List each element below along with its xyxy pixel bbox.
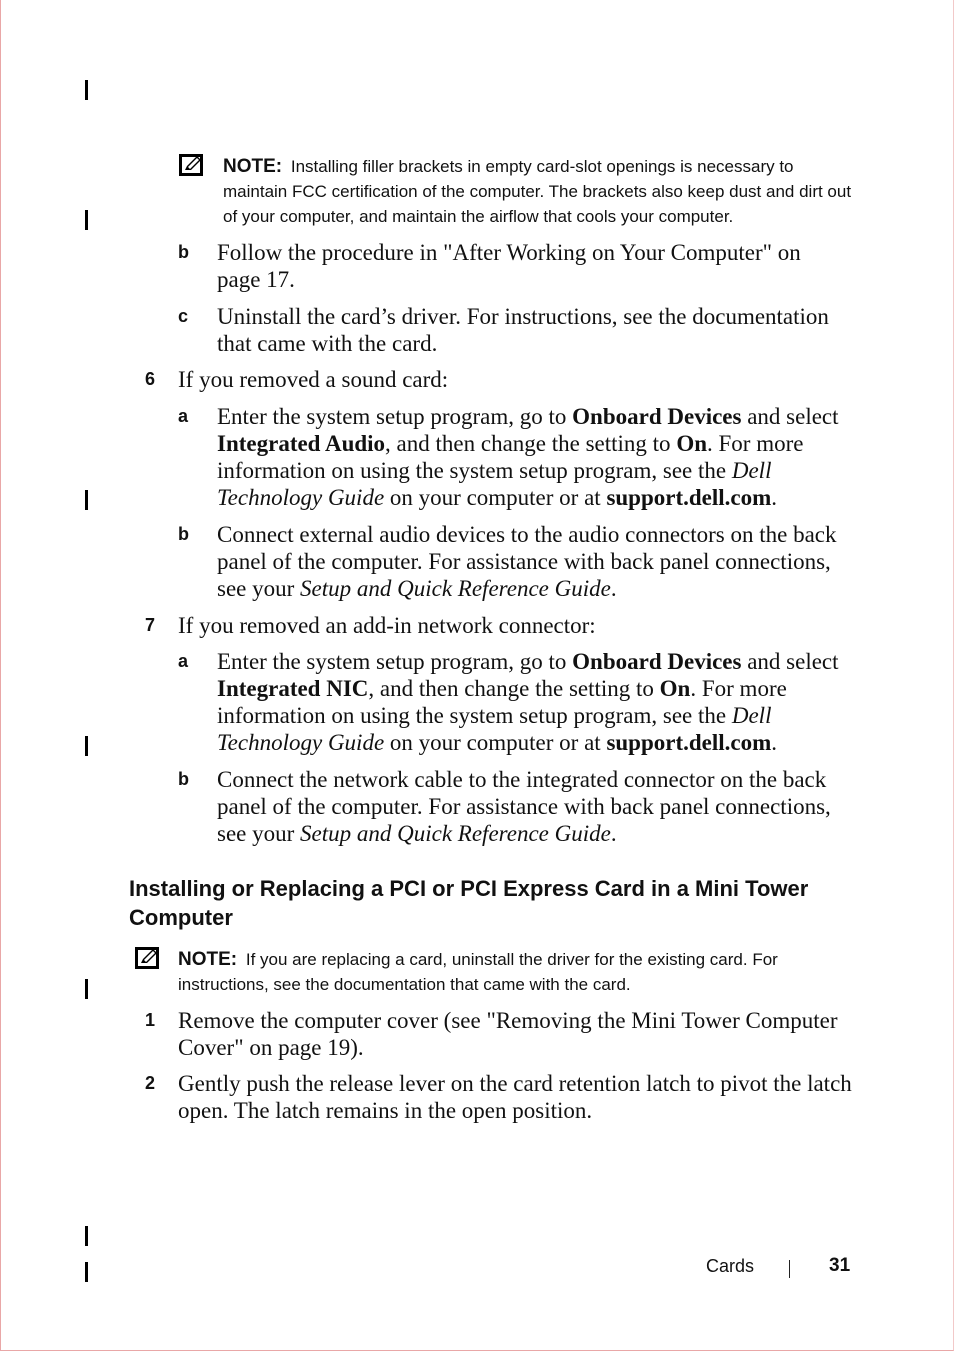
substep-marker: b bbox=[178, 242, 189, 262]
substep-marker: b bbox=[178, 769, 189, 789]
pencil-note-icon bbox=[178, 153, 204, 177]
substep-marker: a bbox=[178, 406, 189, 426]
setting-name: Integrated NIC bbox=[217, 676, 369, 701]
page-number: 31 bbox=[829, 1255, 851, 1276]
change-bar bbox=[85, 80, 88, 100]
menu-name: Onboard Devices bbox=[572, 649, 742, 674]
step-text: If you removed an add-in network connector: bbox=[178, 613, 596, 638]
step-text: Gently push the release lever on the card retention latch to pivot the latch open. The latch remains in the open position. bbox=[178, 1071, 852, 1123]
doc-title: Setup and Quick Reference Guide bbox=[300, 576, 611, 601]
substep-marker: a bbox=[178, 651, 189, 671]
support-link[interactable]: support.dell.com bbox=[606, 485, 772, 510]
pencil-note-icon bbox=[134, 946, 160, 970]
doc-title: Dell Technology Guide bbox=[217, 458, 772, 510]
note-text: If you are replacing a card, uninstall the driver for the existing card. For instructions, see the documentation that came with the card. bbox=[178, 950, 778, 994]
substep-text: Connect the network cable to the integrated connector on the back panel of the computer. For assistance with back panel connections, see your Setup and Quick Reference Guide. bbox=[217, 767, 831, 846]
substep-text: Follow the procedure in "After Working on Your Computer" on page 17. bbox=[217, 240, 801, 292]
substep-text: Connect external audio devices to the audio connectors on the back panel of the computer. For assistance with back panel connections, see your Setup and Quick Reference Guide. bbox=[217, 522, 837, 601]
note-label: NOTE: bbox=[223, 156, 283, 177]
section-heading: Installing or Replacing a PCI or PCI Express Card in a Mini Tower Computer bbox=[129, 876, 809, 930]
doc-title: Setup and Quick Reference Guide bbox=[300, 821, 611, 846]
change-bar bbox=[85, 210, 88, 230]
setting-value: On bbox=[659, 676, 691, 701]
change-bar bbox=[85, 1262, 88, 1282]
change-bar bbox=[85, 736, 88, 756]
setting-value: On bbox=[676, 431, 707, 456]
step-text: If you removed a sound card: bbox=[178, 367, 449, 392]
menu-name: Onboard Devices bbox=[572, 404, 742, 429]
note-text: Installing filler brackets in empty card-slot openings is necessary to maintain FCC certification of the computer. The brackets also keep dust and dirt out of your computer, and maintain the airflow that cools your computer. bbox=[223, 157, 852, 226]
step-marker: 2 bbox=[145, 1073, 156, 1093]
substep-text: Enter the system setup program, go to Onboard Devices and select Integrated NIC, and then change the setting to On. For more information on using the system setup program, see the Dell Technology Guide on your computer or at support.dell.com. bbox=[217, 649, 839, 755]
doc-title: Dell Technology Guide bbox=[217, 703, 772, 755]
note-label: NOTE: bbox=[178, 949, 238, 970]
step-marker: 7 bbox=[145, 615, 156, 635]
change-bar bbox=[85, 490, 88, 510]
change-bar bbox=[85, 1226, 88, 1246]
substep-marker: b bbox=[178, 524, 189, 544]
footer-divider bbox=[789, 1260, 790, 1278]
note-block bbox=[178, 947, 838, 997]
support-link[interactable]: support.dell.com bbox=[606, 730, 772, 755]
substep-marker: c bbox=[178, 306, 189, 326]
step-marker: 6 bbox=[145, 369, 156, 389]
substep-text: Enter the system setup program, go to Onboard Devices and select Integrated Audio, and then change the setting to On. For more information on using the system setup program, see the Dell Technology Guide on your computer or at support.dell.com. bbox=[217, 404, 839, 510]
note-block bbox=[223, 154, 853, 229]
setting-name: Integrated Audio bbox=[217, 431, 386, 456]
substep-text: Uninstall the card’s driver. For instructions, see the documentation that came with the card. bbox=[217, 304, 829, 356]
change-bar bbox=[85, 979, 88, 999]
step-text: Remove the computer cover (see "Removing the Mini Tower Computer Cover" on page 19). bbox=[178, 1008, 838, 1060]
step-marker: 1 bbox=[145, 1010, 156, 1030]
footer-section-name: Cards bbox=[706, 1256, 755, 1276]
